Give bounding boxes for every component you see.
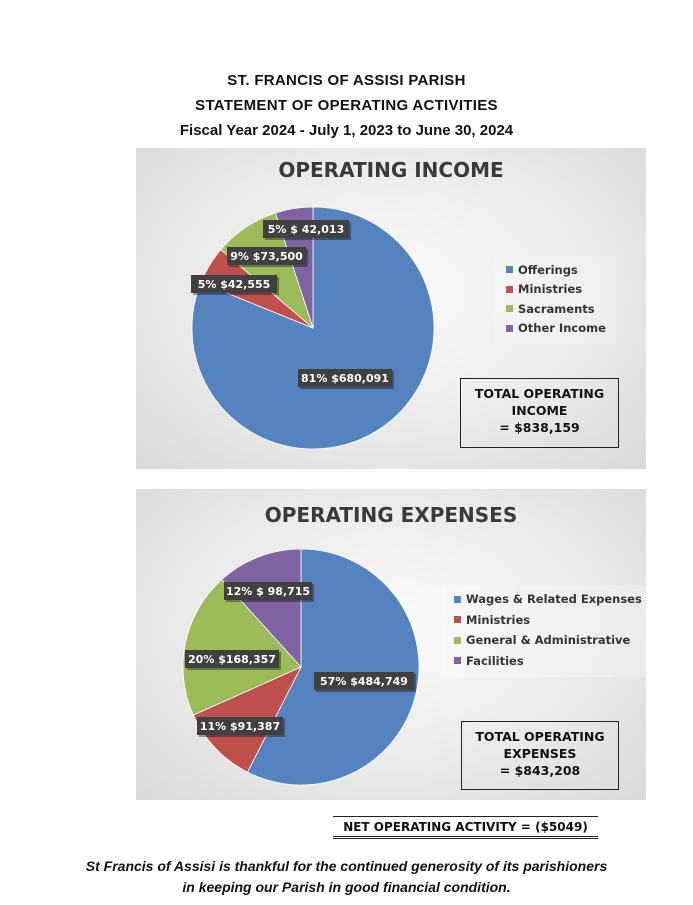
legend-item bbox=[454, 651, 642, 672]
legend-swatch bbox=[454, 616, 461, 623]
legend-item bbox=[506, 299, 606, 319]
legend-label: Ministries bbox=[466, 612, 531, 627]
data-label bbox=[314, 672, 416, 692]
legend-item bbox=[454, 589, 642, 610]
statement-title: STATEMENT OF OPERATING ACTIVITIES bbox=[195, 97, 498, 114]
legend-item bbox=[454, 610, 642, 631]
footer-line-1: St Francis of Assisi is thankful for the continued generosity of its parishioners bbox=[85, 858, 608, 874]
data-label-text: 81% $680,091 bbox=[301, 372, 389, 385]
total-value: = $843,208 bbox=[499, 763, 581, 778]
total-income-box bbox=[460, 378, 619, 448]
chart-title: OPERATING EXPENSES bbox=[264, 503, 518, 527]
legend-item bbox=[506, 260, 606, 280]
legend-label: Offerings bbox=[518, 262, 578, 277]
parish-name: ST. FRANCIS OF ASSISI PARISH bbox=[227, 72, 466, 89]
total-value: = $838,159 bbox=[499, 420, 580, 435]
expenses-legend bbox=[442, 585, 646, 677]
net-operating-activity: NET OPERATING ACTIVITY = ($5049) bbox=[333, 816, 598, 839]
income-chart-panel bbox=[136, 148, 646, 469]
data-label bbox=[224, 582, 314, 602]
legend-label: Ministries bbox=[518, 282, 583, 297]
legend-swatch bbox=[506, 286, 513, 293]
chart-title: OPERATING INCOME bbox=[278, 158, 504, 182]
total-expenses-box bbox=[461, 721, 619, 790]
data-label bbox=[298, 369, 394, 389]
fiscal-year: Fiscal Year 2024 - July 1, 2023 to June 30, 2024 bbox=[179, 122, 514, 139]
legend-swatch bbox=[454, 657, 461, 664]
legend-item bbox=[454, 630, 642, 651]
total-line: TOTAL OPERATING bbox=[475, 729, 605, 744]
legend-item bbox=[506, 319, 606, 339]
total-line: EXPENSES bbox=[503, 746, 577, 761]
income-legend bbox=[494, 256, 616, 344]
data-label bbox=[227, 247, 308, 267]
data-label bbox=[263, 220, 351, 240]
legend-item bbox=[506, 280, 606, 300]
legend-swatch bbox=[506, 266, 513, 273]
data-label-text: 20% $168,357 bbox=[188, 653, 276, 666]
legend-label: General & Administrative bbox=[466, 633, 631, 648]
data-label-text: 57% $484,749 bbox=[320, 675, 408, 688]
data-label bbox=[197, 717, 285, 737]
total-line: TOTAL OPERATING bbox=[474, 386, 605, 401]
data-label bbox=[185, 650, 281, 670]
legend-label: Sacraments bbox=[518, 301, 595, 316]
legend-label: Facilities bbox=[466, 653, 524, 668]
data-label-text: 5% $42,555 bbox=[197, 278, 271, 291]
data-label-text: 5% $ 42,013 bbox=[267, 223, 345, 236]
data-label-text: 11% $91,387 bbox=[199, 720, 281, 733]
legend-swatch bbox=[506, 325, 513, 332]
data-label-text: 9% $73,500 bbox=[230, 250, 303, 263]
legend-label: Wages & Related Expenses bbox=[466, 592, 642, 607]
data-label-text: 12% $ 98,715 bbox=[225, 585, 311, 598]
legend-swatch bbox=[454, 596, 461, 603]
expenses-chart-panel bbox=[136, 489, 646, 800]
legend-swatch bbox=[454, 637, 461, 644]
footer-line-2: in keeping our Parish in good financial condition. bbox=[182, 879, 511, 895]
total-line: INCOME bbox=[511, 403, 568, 418]
legend-label: Other Income bbox=[518, 321, 606, 336]
legend-swatch bbox=[506, 305, 513, 312]
data-label bbox=[191, 275, 279, 295]
